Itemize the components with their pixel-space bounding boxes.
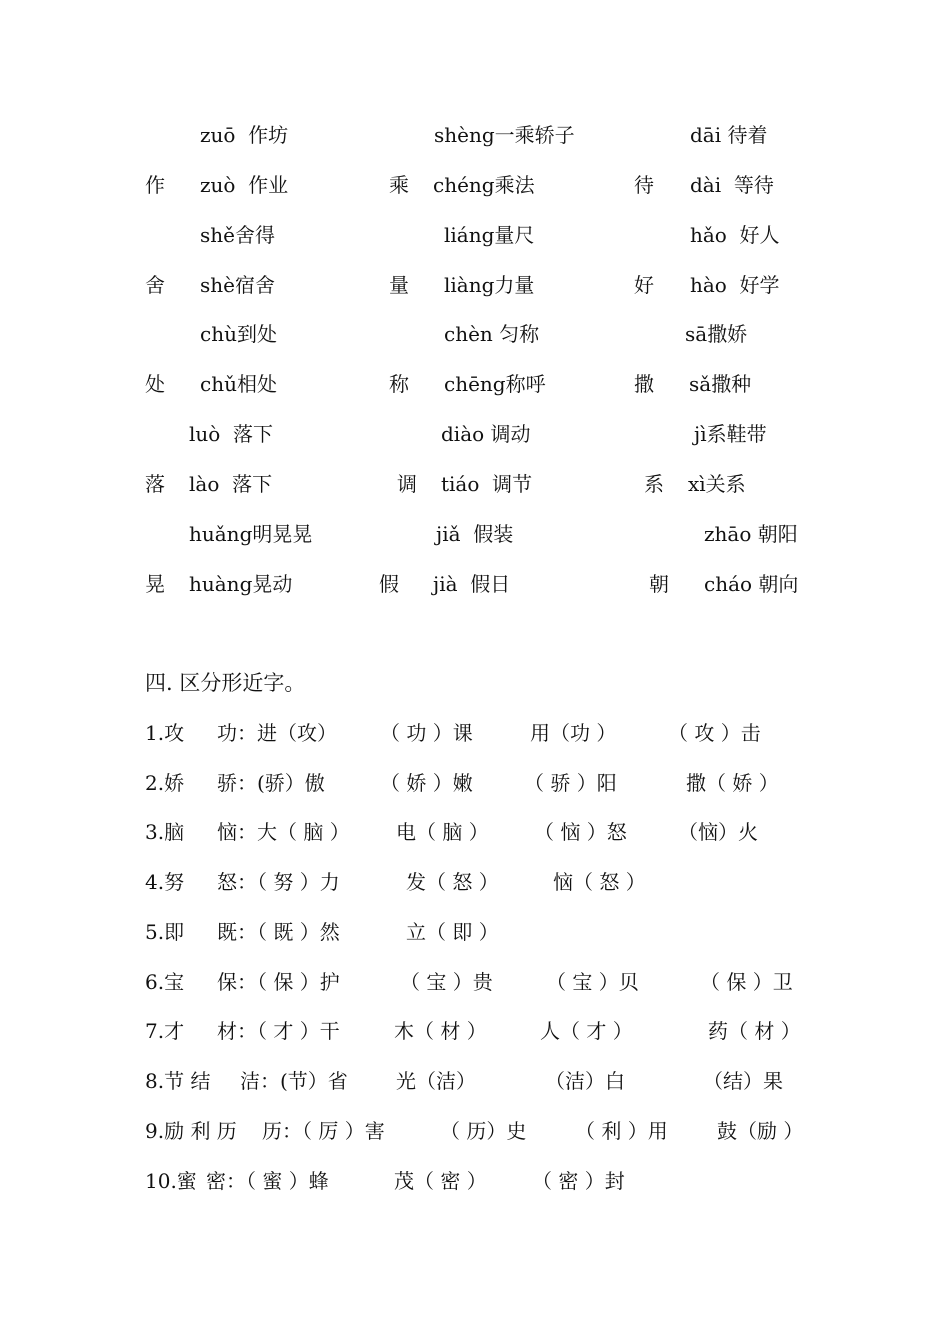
reading-2: lào 落下	[189, 472, 273, 496]
polyphone-char: 假	[379, 572, 399, 596]
reading-2: chǔ相处	[200, 372, 277, 396]
reading-2: chéng乘法	[433, 173, 535, 197]
item-lead: 3.脑	[145, 820, 185, 844]
item-lead: 8.节 结	[145, 1069, 211, 1093]
item-part: 电（ 脑 ）	[396, 820, 489, 844]
item-part: 立（ 即 ）	[406, 920, 499, 944]
polyphone-char: 朝	[649, 572, 669, 596]
item-part: 发（ 怒 ）	[406, 870, 499, 894]
polyphone-char: 处	[145, 372, 165, 396]
section-heading: 四. 区分形近字。	[145, 671, 306, 695]
reading-2: zuò 作业	[200, 173, 289, 197]
polyphone-char: 量	[389, 273, 409, 297]
polyphone-char: 待	[634, 173, 654, 197]
reading-2: dài 等待	[690, 173, 774, 197]
reading-1: shèng一乘轿子	[434, 123, 575, 147]
polyphone-char: 落	[145, 472, 165, 496]
item-part: （ 利 ）用	[575, 1119, 668, 1143]
item-part: 历：（ 厉 ）害	[262, 1119, 385, 1143]
item-lead: 7.才	[145, 1019, 185, 1043]
reading-1: liáng量尺	[444, 223, 535, 247]
polyphone-char: 撒	[634, 372, 654, 396]
polyphone-char: 称	[389, 372, 409, 396]
reading-1: chù到处	[200, 322, 277, 346]
polyphone-char: 乘	[389, 173, 409, 197]
item-part: 茂（ 密 ）	[394, 1169, 487, 1193]
reading-2: jià 假日	[433, 572, 511, 596]
reading-1: diào 调动	[441, 422, 531, 446]
item-lead: 1.攻	[145, 721, 185, 745]
item-part: 人（ 才 ）	[540, 1019, 633, 1043]
item-part: （ 保 ）卫	[700, 970, 793, 994]
item-part: 药（ 材 ）	[708, 1019, 801, 1043]
item-part: 功：进（攻）	[217, 721, 337, 745]
item-part: 怒：（ 努 ）力	[217, 870, 340, 894]
item-lead: 4.努	[145, 870, 185, 894]
item-part: （恼）火	[678, 820, 758, 844]
item-lead: 2.娇	[145, 771, 185, 795]
polyphone-char: 舍	[145, 273, 165, 297]
item-part: 材：（ 才 ）干	[217, 1019, 340, 1043]
reading-2: shè宿舍	[200, 273, 275, 297]
reading-1: shě舍得	[200, 223, 275, 247]
item-lead: 6.宝	[145, 970, 185, 994]
item-part: 保：（ 保 ）护	[217, 970, 340, 994]
polyphone-char: 系	[644, 472, 664, 496]
item-part: 恼（ 怒 ）	[553, 870, 646, 894]
item-part: 光（洁）	[396, 1069, 476, 1093]
item-part: 撒（ 娇 ）	[686, 771, 779, 795]
item-part: 洁：(节）省	[240, 1069, 348, 1093]
item-lead: 10.蜜	[145, 1169, 197, 1193]
item-part: （ 攻 ）击	[668, 721, 761, 745]
item-part: （ 宝 ）贝	[546, 970, 639, 994]
item-part: （ 历）史	[440, 1119, 527, 1143]
item-part: 恼：大（ 脑 ）	[217, 820, 350, 844]
item-part: （ 密 ）封	[532, 1169, 625, 1193]
reading-1: jiǎ 假装	[436, 522, 514, 546]
reading-1: sā撒娇	[685, 322, 748, 346]
reading-1: luò 落下	[189, 422, 274, 446]
polyphone-char: 调	[397, 472, 417, 496]
reading-1: zuō 作坊	[200, 123, 289, 147]
reading-2: tiáo 调节	[441, 472, 533, 496]
item-part: 鼓（励 ）	[717, 1119, 804, 1143]
reading-1: dāi 待着	[690, 123, 768, 147]
item-part: （ 恼 ）怒	[534, 820, 627, 844]
item-part: （结）果	[703, 1069, 783, 1093]
reading-2: liàng力量	[444, 273, 535, 297]
reading-2: hào 好学	[690, 273, 780, 297]
reading-2: cháo 朝向	[704, 572, 799, 596]
reading-1: hǎo 好人	[690, 223, 780, 247]
item-lead: 5.即	[145, 920, 185, 944]
reading-2: chēng称呼	[444, 372, 546, 396]
reading-1: zhāo 朝阳	[704, 522, 798, 546]
item-part: 骄：(骄）傲	[217, 771, 325, 795]
item-part: 木（ 材 ）	[394, 1019, 487, 1043]
item-part: （ 功 ）课	[380, 721, 473, 745]
item-lead: 9.励 利 历	[145, 1119, 237, 1143]
item-part: （ 宝 ）贵	[400, 970, 493, 994]
item-part: 用（功 ）	[530, 721, 617, 745]
polyphone-char: 晃	[145, 572, 165, 596]
reading-2: huàng晃动	[189, 572, 293, 596]
item-part: 既：（ 既 ）然	[217, 920, 340, 944]
polyphone-char: 好	[634, 273, 654, 297]
reading-1: jì系鞋带	[694, 422, 767, 446]
item-part: （洁）白	[545, 1069, 625, 1093]
reading-1: chèn 匀称	[444, 322, 540, 346]
reading-2: sǎ撒种	[689, 372, 752, 396]
reading-2: xì关系	[688, 472, 746, 496]
item-part: （ 骄 ）阳	[524, 771, 617, 795]
item-part: （ 娇 ）嫩	[380, 771, 473, 795]
polyphone-char: 作	[145, 173, 165, 197]
item-part: 密：（ 蜜 ）蜂	[206, 1169, 329, 1193]
reading-1: huǎng明晃晃	[189, 522, 313, 546]
